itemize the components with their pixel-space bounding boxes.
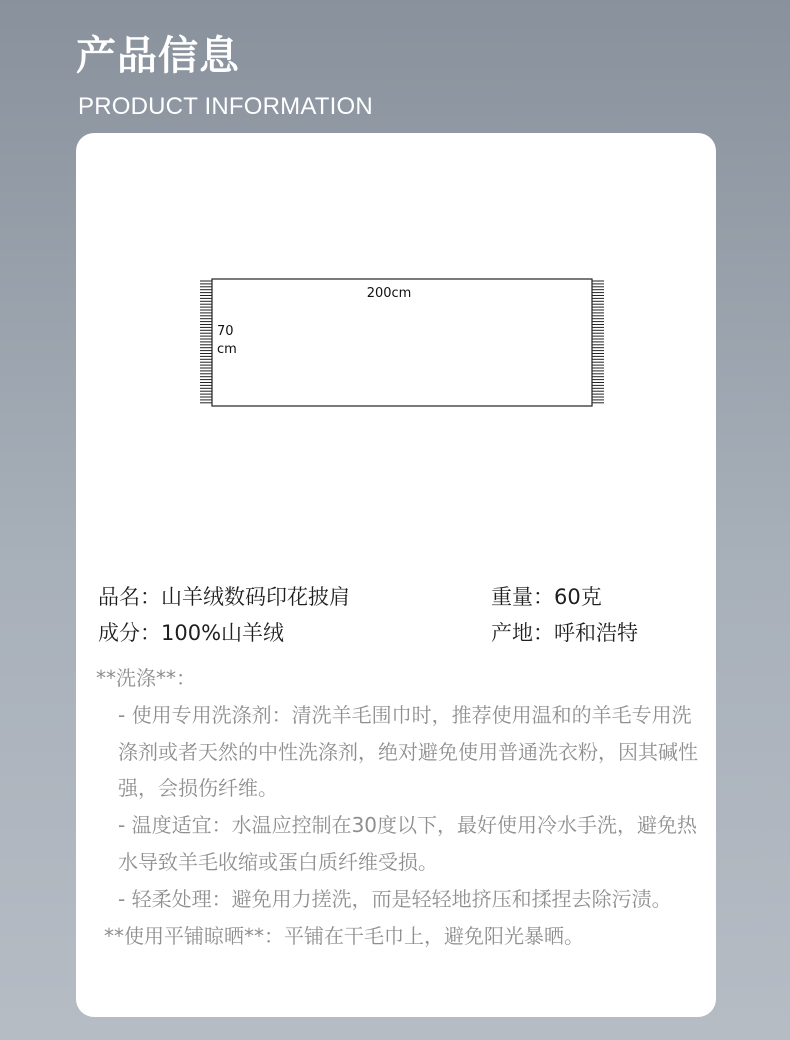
width-label: 200cm: [366, 286, 412, 301]
spec-weight: 重量：60克: [491, 585, 602, 609]
care-gentle: - 轻柔处理：避免用力搓洗，而是轻轻地挤压和揉捏去除污渍。: [118, 886, 672, 911]
height-label-number: 70: [217, 324, 234, 339]
spec-table: [98, 582, 718, 654]
fringe-right: [592, 281, 604, 403]
spec-product-name: 品名：山羊绒数码印花披肩: [98, 585, 350, 609]
care-instructions: [96, 660, 700, 954]
spec-composition: 成分：100%山羊绒: [98, 621, 285, 645]
shawl-diagram: [196, 274, 608, 414]
page-title: 产品信息: [76, 33, 240, 79]
spec-origin: 产地：呼和浩特: [491, 621, 638, 645]
spec-row: [98, 582, 718, 618]
page-subtitle: PRODUCT INFORMATION: [78, 93, 373, 120]
height-label-unit: cm: [217, 342, 237, 357]
care-temperature: - 温度适宜：水温应控制在30度以下，最好使用冷水手洗，避免热水导致羊毛收缩或蛋白质纤维受损。: [118, 813, 698, 874]
spec-row: [98, 618, 718, 654]
fringe-left: [200, 281, 212, 403]
care-detergent: - 使用专用洗涤剂：清洗羊毛围巾时，推荐使用温和的羊毛专用洗涤剂或者天然的中性洗涤剂，绝对避免使用普通洗衣粉，因其碱性强，会损伤纤维。: [118, 702, 698, 801]
care-drying: **使用平铺晾晒**：平铺在干毛巾上，避免阳光暴晒。: [104, 923, 584, 948]
care-heading: **洗涤**：: [96, 666, 196, 690]
